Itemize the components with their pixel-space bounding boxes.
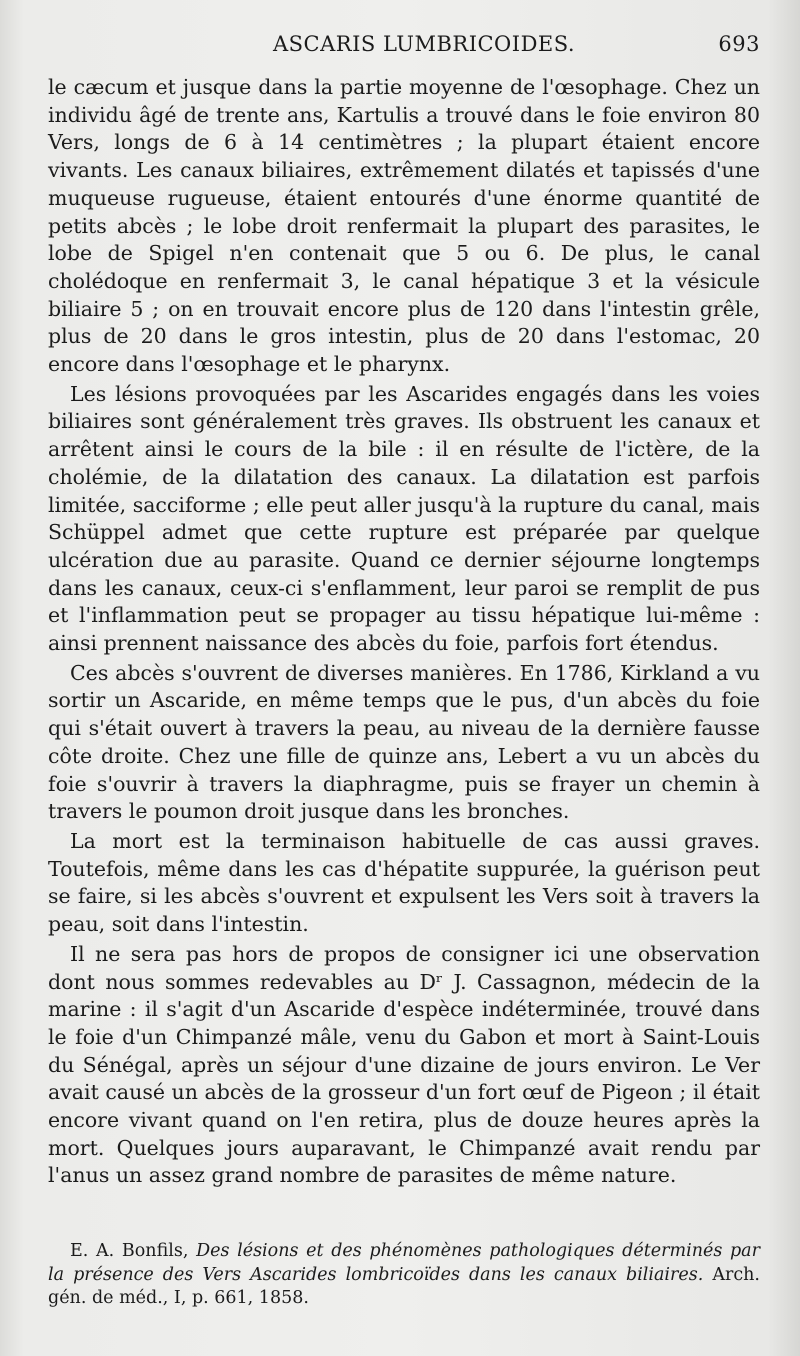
paragraph-continued: le cæcum et jusque dans la partie moyenne de l'œsophage. Chez un individu âgé de trente ans, Kartulis a trouvé dans le foie environ 80 Vers, longs de 6 à 14 centimètres ; la plupart étaient encore vivants. Les canaux biliaires, extrêmement dilatés et tapissés d'une muqueuse rugueuse, étaient entourés d'une énorme quantité de petits abcès ; le lobe droit renfermait la plupart des parasites, le lobe de Spigel n'en contenait que 5 ou 6. De plus, le canal cholédoque en renfermait 3, le canal hépatique 3 et la vésicule biliaire 5 ; on en trouvait encore plus de 120 dans l'intestin grêle, plus de 20 dans le gros intestin, plus de 20 dans l'estomac, 20 encore dans l'œsophage et le pharynx.	[48, 75, 760, 377]
paragraph-lesions: Les lésions provoquées par les Ascarides engagés dans les voies biliaires sont généralement très graves. Ils obstruent les canaux et arrêtent ainsi le cours de la bile : il en résulte de l'ictère, de la cholémie, de la dilatation des canaux. La dilatation est parfois limitée, sacciforme ; elle peut aller jusqu'à la rupture du canal, mais Schüppel admet que cette rupture est préparée par quelque ulcération due au parasite. Quand ce dernier séjourne longtemps dans les canaux, ceux-ci s'enflamment, leur paroi se remplit de pus et l'inflammation peut se propager au tissu hépatique lui-même : ainsi prennent naissance des abcès du foie, parfois fort étendus.	[48, 381, 760, 656]
footnote-author: E. A. Bonfils,	[70, 1241, 189, 1261]
page-header	[48, 32, 760, 62]
body-text	[48, 74, 760, 1190]
footnote-title: Des lésions et des phénomènes pathologiques déterminés par la présence des Vers Ascarides lombricoïdes dans les canaux biliaires.	[48, 1241, 760, 1285]
page-number: 693	[718, 32, 760, 56]
footnote-source: Arch. gén. de méd., I, p. 661, 1858.	[48, 1264, 760, 1308]
running-title: ASCARIS LUMBRICOIDES.	[273, 32, 576, 56]
paragraph-abces: Ces abcès s'ouvrent de diverses manières. En 1786, Kirkland a vu sortir un Ascaride, en même temps que le pus, d'un abcès du foie qui s'était ouvert à travers la peau, au niveau de la dernière fausse côte droite. Chez une fille de quinze ans, Lebert a vu un abcès du foie s'ouvrir à travers la diaphragme, puis se frayer un chemin à travers le poumon droit jusque dans les bronches.	[48, 660, 760, 824]
footnote-reference	[48, 1240, 760, 1311]
paragraph-mort: La mort est la terminaison habituelle de cas aussi graves. Toutefois, même dans les cas d'hépatite suppurée, la guérison peut se faire, si les abcès s'ouvrent et expulsent les Vers soit à travers la peau, soit dans l'intestin.	[48, 828, 760, 937]
footnote	[48, 1240, 760, 1311]
paragraph-observation: Il ne sera pas hors de propos de consigner ici une observation dont nous sommes redevables au Dʳ J. Cassagnon, médecin de la marine : il s'agit d'un Ascaride d'espèce indéterminée, trouvé dans le foie d'un Chimpanzé mâle, venu du Gabon et mort à Saint-Louis du Sénégal, après un séjour d'une dizaine de jours environ. Le Ver avait causé un abcès de la grosseur d'un fort œuf de Pigeon ; il était encore vivant quand on l'en retira, plus de douze heures après la mort. Quelques jours auparavant, le Chimpanzé avait rendu par l'anus un assez grand nombre de parasites de même nature.	[48, 941, 760, 1188]
